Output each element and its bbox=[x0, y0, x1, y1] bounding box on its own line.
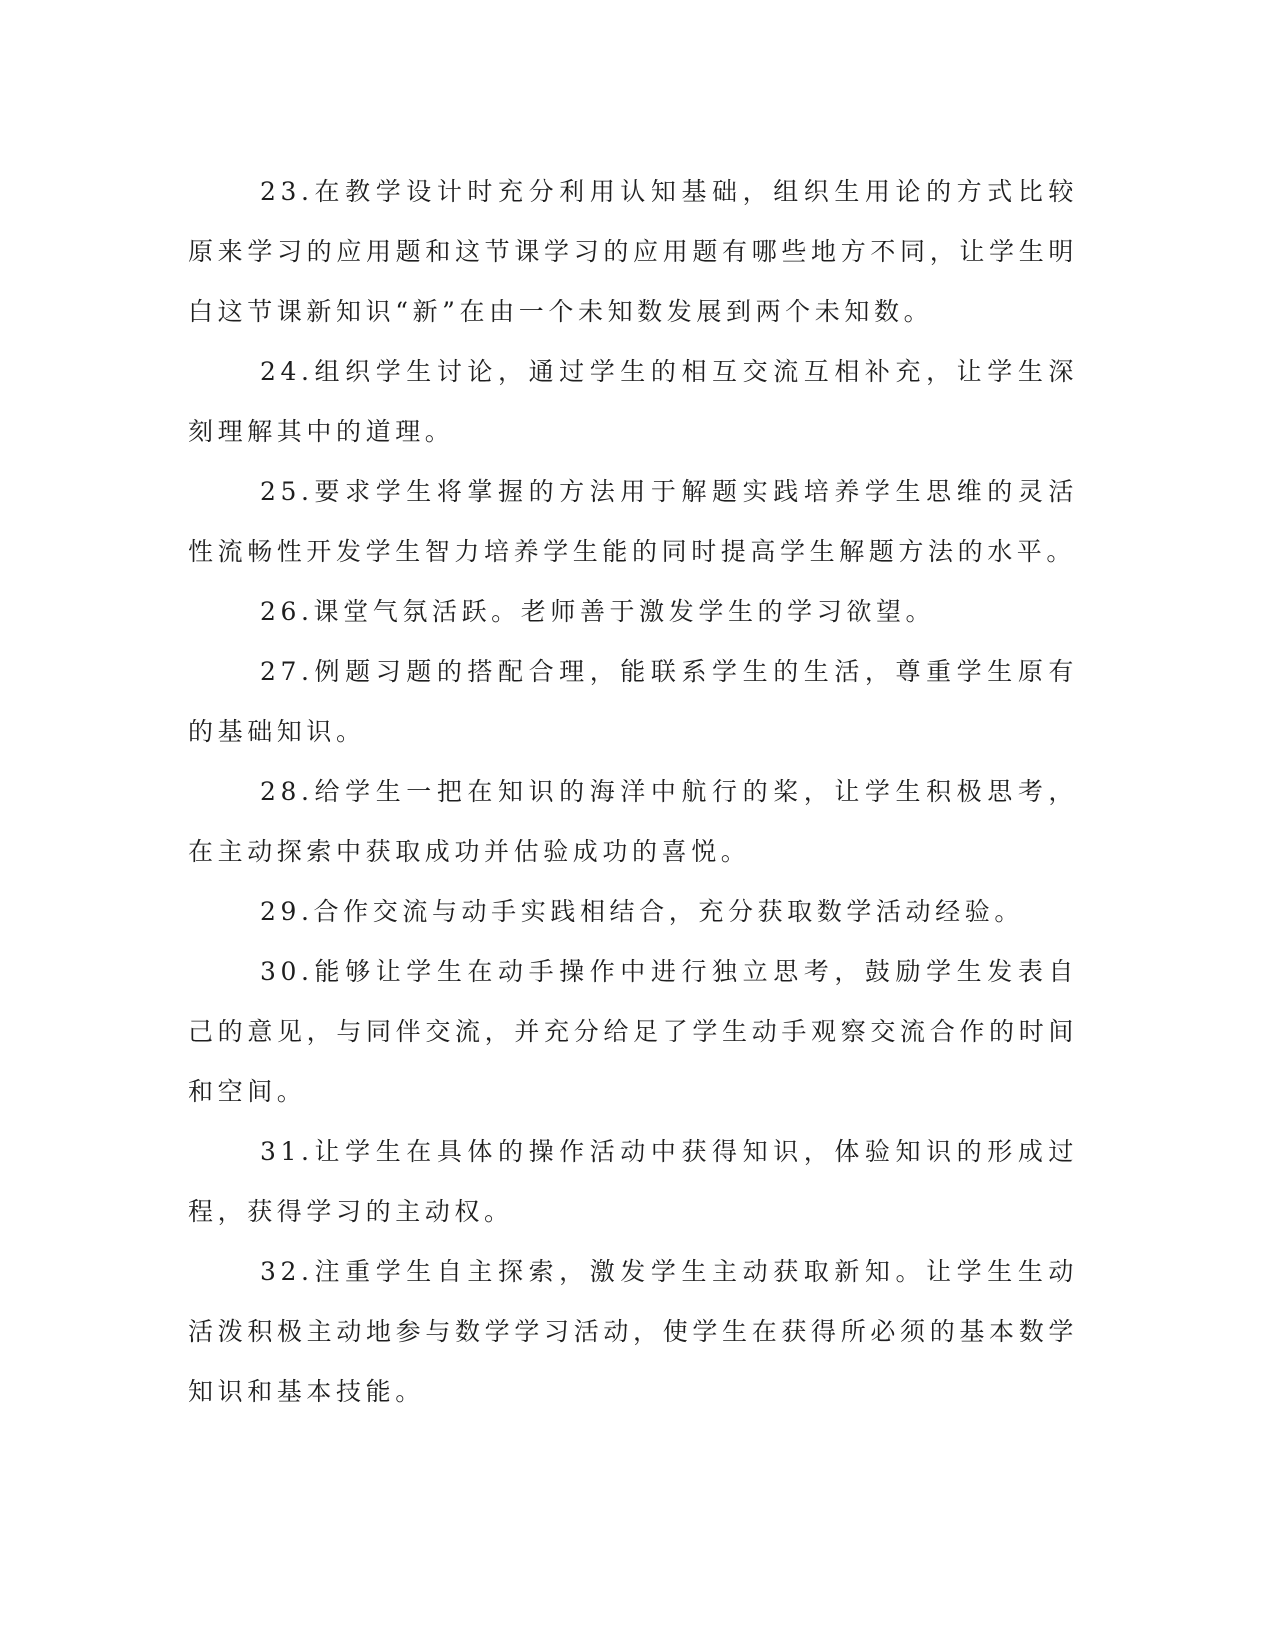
paragraph-23: 23.在教学设计时充分利用认知基础，组织生用论的方式比较原来学习的应用题和这节课学习的应用题有哪些地方不同，让学生明白这节课新知识“新”在由一个未知数发展到两个未知数。 bbox=[188, 177, 1078, 326]
document-body bbox=[188, 162, 1078, 1422]
paragraph-32: 32.注重学生自主探索，激发学生主动获取新知。让学生生动活泼积极主动地参与数学学习活动，使学生在获得所必须的基本数学知识和基本技能。 bbox=[188, 1257, 1078, 1406]
paragraph-29: 29.合作交流与动手实践相结合，充分获取数学活动经验。 bbox=[260, 897, 1024, 926]
paragraph-24: 24.组织学生讨论，通过学生的相互交流互相补充，让学生深刻理解其中的道理。 bbox=[188, 357, 1078, 446]
paragraph-30: 30.能够让学生在动手操作中进行独立思考，鼓励学生发表自己的意见，与同伴交流，并充分给足了学生动手观察交流合作的时间和空间。 bbox=[188, 957, 1078, 1106]
paragraph-25: 25.要求学生将掌握的方法用于解题实践培养学生思维的灵活性流畅性开发学生智力培养学生能的同时提高学生解题方法的水平。 bbox=[188, 477, 1078, 566]
paragraph-28: 28.给学生一把在知识的海洋中航行的桨，让学生积极思考，在主动探索中获取成功并估验成功的喜悦。 bbox=[188, 777, 1078, 866]
paragraph-27: 27.例题习题的搭配合理，能联系学生的生活，尊重学生原有的基础知识。 bbox=[188, 657, 1078, 746]
paragraph-31: 31.让学生在具体的操作活动中获得知识，体验知识的形成过程，获得学习的主动权。 bbox=[188, 1137, 1078, 1226]
paragraph-26: 26.课堂气氛活跃。老师善于激发学生的学习欲望。 bbox=[260, 597, 936, 626]
